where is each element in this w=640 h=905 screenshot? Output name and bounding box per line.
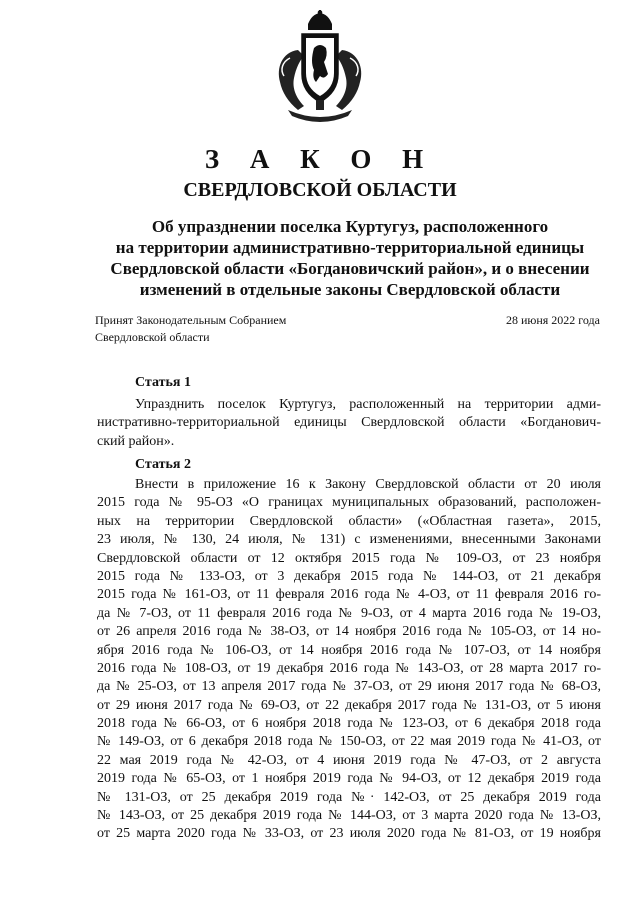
article-line: № 131-ОЗ, от 25 декабря 2019 года №· 142-ОЗ, от 25 декабря 2019 года (97, 789, 601, 805)
article-line: от 26 апреля 2016 года № 38-ОЗ, от 14 ноября 2016 года № 105-ОЗ, от 14 но- (97, 624, 601, 640)
article-line: 2015 года № 161-ОЗ, от 11 февраля 2016 года № 4-ОЗ, от 11 февраля 2016 го- (97, 587, 601, 603)
article-2-body (97, 476, 601, 844)
article-line: 2018 года № 66-ОЗ, от 6 ноября 2018 года № 123-ОЗ, от 6 декабря 2018 года (97, 716, 601, 732)
crown-icon (308, 10, 332, 30)
law-subject-line: изменений в отдельные законы Свердловской области (139, 280, 561, 299)
coat-of-arms-emblem (268, 10, 372, 125)
article-line: да № 7-ОЗ, от 11 февраля 2016 года № 9-ОЗ, от 4 марта 2016 года № 19-ОЗ, (97, 605, 601, 621)
law-subject-line: Свердловской области «Богдановичский район», и о внесении (110, 259, 590, 278)
article-2-heading: Статья 2 (135, 457, 191, 472)
right-supporter-icon (336, 50, 361, 110)
law-subject-line: на территории административно-территориальной единицы (115, 238, 585, 257)
article-line: 23 июля, № 130, 24 июля, № 131) с изменениями, внесенными Законами (97, 532, 601, 548)
article-1-heading: Статья 1 (135, 375, 191, 390)
article-line: от 29 июня 2017 года № 69-ОЗ, от 22 декабря 2017 года № 131-ОЗ, от 5 июня (97, 697, 601, 713)
article-line: Свердловской области от 12 октября 2015 года № 109-ОЗ, от 23 ноября (97, 550, 601, 566)
adopted-by (95, 312, 286, 346)
adopted-by-line: Принят Законодательным Собранием (95, 313, 287, 327)
law-subject-line: Об упразднении поселка Куртугуз, расположенного (151, 217, 549, 236)
article-line: 2015 года № 95-ОЗ «О границах муниципальных образований, расположен- (97, 495, 601, 511)
left-supporter-icon (279, 50, 304, 110)
article-line: ский район». (97, 433, 175, 449)
law-subject (80, 216, 620, 300)
ribbon-icon (288, 110, 352, 122)
article-line: 2019 года № 65-ОЗ, от 1 ноября 2019 года № 94-ОЗ, от 12 декабря 2019 года (97, 771, 601, 787)
article-line: нистративно-территориальной единицы Свердловской области «Богданович- (97, 415, 601, 431)
article-line: № 149-ОЗ, от 6 декабря 2018 года № 150-ОЗ, от 22 мая 2019 года № 41-ОЗ, от (97, 734, 601, 750)
law-title: З А К О Н (204, 144, 436, 174)
article-line: Внести в приложение 16 к Закону Свердловской области от 20 июля (135, 477, 601, 492)
article-1-body (97, 396, 601, 451)
adopted-by-line: Свердловской области (95, 330, 210, 344)
article-line: № 143-ОЗ, от 25 декабря 2019 года № 144-ОЗ, от 3 марта 2020 года № 13-ОЗ, (97, 808, 601, 824)
article-line: 2016 года № 108-ОЗ, от 19 декабря 2016 года № 143-ОЗ, от 28 марта 2017 го- (97, 660, 601, 676)
adoption-date: 28 июня 2022 года (505, 313, 600, 327)
article-line: от 25 марта 2020 года № 33-ОЗ, от 23 июля 2020 года № 81-ОЗ, от 19 ноября (97, 826, 601, 842)
article-line: ября 2016 года № 106-ОЗ, от 14 ноября 2016 года № 107-ОЗ, от 14 ноября (97, 642, 601, 658)
article-line: да № 25-ОЗ, от 13 апреля 2017 года № 37-ОЗ, от 29 июня 2017 года № 68-ОЗ, (97, 679, 601, 695)
law-region: СВЕРДЛОВСКОЙ ОБЛАСТИ (183, 179, 457, 201)
article-line: ных на территории Свердловской области» («Областная газета», 2015, (97, 513, 601, 529)
article-line: Упразднить поселок Куртугуз, расположенный на территории адми- (135, 397, 601, 412)
article-line: 22 мая 2019 года № 42-ОЗ, от 4 июня 2019 года № 47-ОЗ, от 2 августа (97, 752, 601, 768)
article-line: 2015 года № 133-ОЗ, от 3 декабря 2015 года № 144-ОЗ, от 21 декабря (97, 568, 601, 584)
